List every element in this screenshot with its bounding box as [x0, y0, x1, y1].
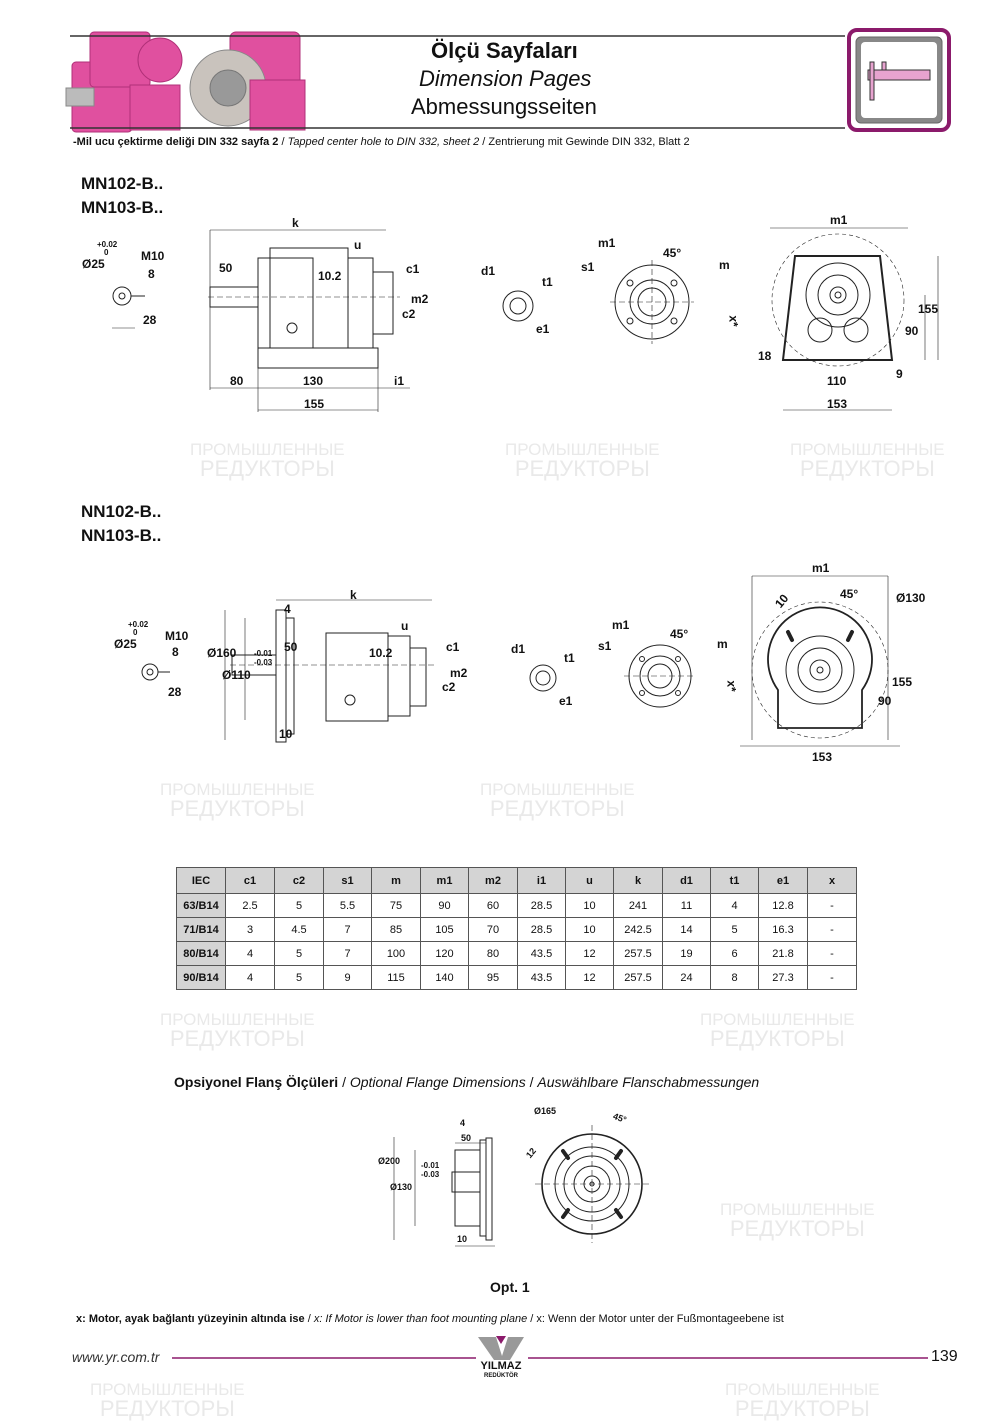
dim-label: m2 [450, 666, 468, 680]
dim-label: Ø200 [378, 1156, 401, 1166]
dim-label: u [354, 238, 362, 252]
table-cell: 4 [226, 942, 275, 966]
dim-label: c2 [442, 680, 456, 694]
dim-label: 18 [758, 349, 772, 363]
dim-label: Ø160 [207, 646, 237, 660]
model-title: NN102-B.. NN103-B.. [81, 502, 162, 545]
table-cell: 12.8 [759, 894, 808, 918]
watermark: ПРОМЫШЛЕННЫЕ РЕДУКТОРЫ [720, 1200, 875, 1241]
dim-label: Ø130 [390, 1182, 413, 1192]
table-cell: 12 [566, 942, 614, 966]
table-cell: 63/B14 [177, 894, 226, 918]
dim-label: 45° [611, 1110, 628, 1126]
dim-label: 45° [670, 627, 689, 641]
table-cell: 10 [566, 894, 614, 918]
table-cell: - [808, 942, 857, 966]
dim-label: +0.02 [97, 240, 118, 249]
footnote: x: Motor, ayak bağlantı yüzeyinin altında ise / x: If Motor is lower than foot mounting plane / x: Wenn der Motor unter der Fußmontageebene ist [76, 1313, 784, 1325]
watermark: ПРОМЫШЛЕННЫЕ РЕДУКТОРЫ [700, 1010, 855, 1051]
column-header: m1 [421, 868, 469, 894]
caliper-icon [849, 30, 949, 130]
table-cell: 85 [372, 918, 421, 942]
logo-name: YILMAZ [480, 1360, 522, 1372]
table-cell: 16.3 [759, 918, 808, 942]
table-cell: 241 [614, 894, 663, 918]
dim-label: 153 [827, 397, 848, 411]
dim-label: e1 [559, 694, 573, 708]
table-cell: 5 [275, 966, 324, 990]
dim-label: -0.03 [254, 658, 273, 667]
dim-label: 10 [772, 591, 792, 611]
table-cell: 5 [275, 942, 324, 966]
dim-label: k [350, 588, 357, 602]
dim-label: c1 [406, 262, 420, 276]
flange-title: Opsiyonel Flanş Ölçüleri / Optional Flange Dimensions / Auswählbare Flanschabmessungen [174, 1074, 760, 1090]
dim-label: 10 [279, 727, 293, 741]
dim-label: 28 [168, 685, 182, 699]
table-cell: 90 [421, 894, 469, 918]
dim-label: m1 [830, 213, 848, 227]
table-cell: 90/B14 [177, 966, 226, 990]
dim-label: i1 [394, 374, 405, 388]
yilmaz-logo [478, 1336, 524, 1360]
title-en: Dimension Pages [419, 66, 592, 91]
dim-label: 155 [304, 397, 325, 411]
table-cell: 115 [372, 966, 421, 990]
dim-label: 110 [827, 374, 847, 388]
table-cell: 19 [663, 942, 711, 966]
table-cell: 28.5 [518, 918, 566, 942]
table-cell: - [808, 966, 857, 990]
table-cell: 43.5 [518, 942, 566, 966]
dim-label: 12 [523, 1145, 539, 1161]
center-hole-note: -Mil ucu çektirme deliği DIN 332 sayfa 2 / Tapped center hole to DIN 332, sheet 2 / Zentrierung mit Gewinde DIN 332, Blatt 2 [73, 136, 690, 148]
table-cell: 71/B14 [177, 918, 226, 942]
dim-label: m1 [598, 236, 616, 250]
dim-label: 130 [303, 374, 324, 388]
watermark: ПРОМЫШЛЕННЫЕ РЕДУКТОРЫ [160, 1010, 315, 1051]
model-title: MN102-B.. MN103-B.. [81, 174, 164, 217]
dim-label: 0 [104, 248, 109, 257]
watermark: ПРОМЫШЛЕННЫЕ РЕДУКТОРЫ [480, 780, 635, 821]
table-row [177, 894, 857, 918]
table-cell: 21.8 [759, 942, 808, 966]
dim-label: Ø110 [222, 668, 251, 682]
dim-label: 8 [148, 267, 155, 281]
dim-label: 50 [461, 1133, 472, 1143]
table-cell: 7 [324, 918, 372, 942]
column-header: m2 [469, 868, 518, 894]
dim-label: -0.01 [421, 1161, 440, 1170]
table-cell: 10 [566, 918, 614, 942]
dim-label: 10.2 [369, 646, 393, 660]
column-header: u [566, 868, 614, 894]
dim-label: 4 [460, 1118, 466, 1128]
dim-label: Ø25 [82, 257, 105, 271]
table-cell: 80 [469, 942, 518, 966]
dim-label: 10 [457, 1234, 468, 1244]
dim-label: x* [724, 680, 739, 692]
dim-label: 0 [133, 628, 138, 637]
watermark: ПРОМЫШЛЕННЫЕ РЕДУКТОРЫ [725, 1380, 880, 1421]
page-number: 139 [931, 1348, 958, 1365]
website-link[interactable]: www.yr.com.tr [72, 1349, 160, 1365]
table-cell: 7 [324, 942, 372, 966]
table-cell: 4.5 [275, 918, 324, 942]
dim-label: m [717, 637, 728, 651]
dim-label: s1 [581, 260, 595, 274]
column-header: e1 [759, 868, 808, 894]
table-cell: - [808, 918, 857, 942]
table-cell: 5 [711, 918, 759, 942]
dim-label: m [719, 258, 730, 272]
table-cell: 6 [711, 942, 759, 966]
watermark: ПРОМЫШЛЕННЫЕ РЕДУКТОРЫ [90, 1380, 245, 1421]
column-header: d1 [663, 868, 711, 894]
table-cell: 60 [469, 894, 518, 918]
column-header: t1 [711, 868, 759, 894]
table-cell: 257.5 [614, 966, 663, 990]
dim-label: 50 [284, 640, 298, 654]
table-cell: 4 [711, 894, 759, 918]
dim-label: 153 [812, 750, 833, 764]
column-header: i1 [518, 868, 566, 894]
dim-label: 155 [892, 675, 913, 689]
table-cell: 9 [324, 966, 372, 990]
column-header: IEC [177, 868, 226, 894]
table-cell: 120 [421, 942, 469, 966]
table-cell: 257.5 [614, 942, 663, 966]
table-cell: 75 [372, 894, 421, 918]
column-header: s1 [324, 868, 372, 894]
table-cell: 140 [421, 966, 469, 990]
dim-label: Ø130 [896, 591, 926, 605]
table-cell: 27.3 [759, 966, 808, 990]
dim-label: s1 [598, 639, 612, 653]
dim-label: x* [726, 315, 741, 327]
table-cell: - [808, 894, 857, 918]
flange-caption: Opt. 1 [490, 1279, 530, 1295]
table-row [177, 966, 857, 990]
dim-label: 28 [143, 313, 157, 327]
dim-label: m1 [612, 618, 630, 632]
logo-subtitle: REDÜKTÖR [484, 1373, 518, 1379]
dim-label: 50 [219, 261, 233, 275]
dim-label: d1 [511, 642, 526, 656]
table-cell: 11 [663, 894, 711, 918]
table-cell: 100 [372, 942, 421, 966]
table-cell: 24 [663, 966, 711, 990]
dim-label: u [401, 619, 409, 633]
watermark: ПРОМЫШЛЕННЫЕ РЕДУКТОРЫ [790, 440, 945, 481]
table-cell: 28.5 [518, 894, 566, 918]
table-cell: 8 [711, 966, 759, 990]
dim-label: 45° [840, 587, 859, 601]
table-row [177, 942, 857, 966]
dim-label: t1 [542, 275, 553, 289]
table-cell: 70 [469, 918, 518, 942]
table-header-row [177, 868, 857, 894]
table-row [177, 918, 857, 942]
dim-label: 8 [172, 645, 179, 659]
dim-label: e1 [536, 322, 550, 336]
title-de: Abmessungsseiten [411, 94, 597, 119]
dim-label: +0.02 [128, 620, 149, 629]
table-cell: 2.5 [226, 894, 275, 918]
product-images [66, 32, 305, 132]
dim-label: -0.01 [254, 649, 273, 658]
table-cell: 242.5 [614, 918, 663, 942]
table-cell: 14 [663, 918, 711, 942]
dim-label: 45° [663, 246, 682, 260]
dim-label: 155 [918, 302, 939, 316]
table-body [177, 894, 857, 990]
table-cell: 5 [275, 894, 324, 918]
column-header: k [614, 868, 663, 894]
title-tr: Ölçü Sayfaları [431, 38, 578, 63]
column-header: c1 [226, 868, 275, 894]
column-header: m [372, 868, 421, 894]
column-header: x [808, 868, 857, 894]
dim-label: Ø165 [534, 1106, 557, 1116]
dim-label: 90 [905, 324, 919, 338]
dim-label: k [292, 216, 299, 230]
watermark: ПРОМЫШЛЕННЫЕ РЕДУКТОРЫ [505, 440, 660, 481]
table-cell: 12 [566, 966, 614, 990]
dim-label: 90 [878, 694, 892, 708]
watermark: ПРОМЫШЛЕННЫЕ РЕДУКТОРЫ [160, 780, 315, 821]
dim-label: c1 [446, 640, 460, 654]
dim-label: 80 [230, 374, 244, 388]
dim-label: m2 [411, 292, 429, 306]
dim-label: c2 [402, 307, 416, 321]
dim-label: m1 [812, 561, 830, 575]
dim-label: Ø25 [114, 637, 137, 651]
table-cell: 43.5 [518, 966, 566, 990]
table-cell: 3 [226, 918, 275, 942]
table-cell: 5.5 [324, 894, 372, 918]
watermark: ПРОМЫШЛЕННЫЕ РЕДУКТОРЫ [190, 440, 345, 481]
table-cell: 105 [421, 918, 469, 942]
dim-label: 10.2 [318, 269, 342, 283]
dim-label: 4 [284, 602, 291, 616]
dim-label: d1 [481, 264, 496, 278]
table-cell: 95 [469, 966, 518, 990]
dim-label: M10 [165, 629, 189, 643]
dim-label: 9 [896, 367, 903, 381]
dim-label: -0.03 [421, 1170, 440, 1179]
dim-label: t1 [564, 651, 575, 665]
table-cell: 4 [226, 966, 275, 990]
dim-label: M10 [141, 249, 165, 263]
table-cell: 80/B14 [177, 942, 226, 966]
dimension-table [176, 867, 857, 990]
column-header: c2 [275, 868, 324, 894]
